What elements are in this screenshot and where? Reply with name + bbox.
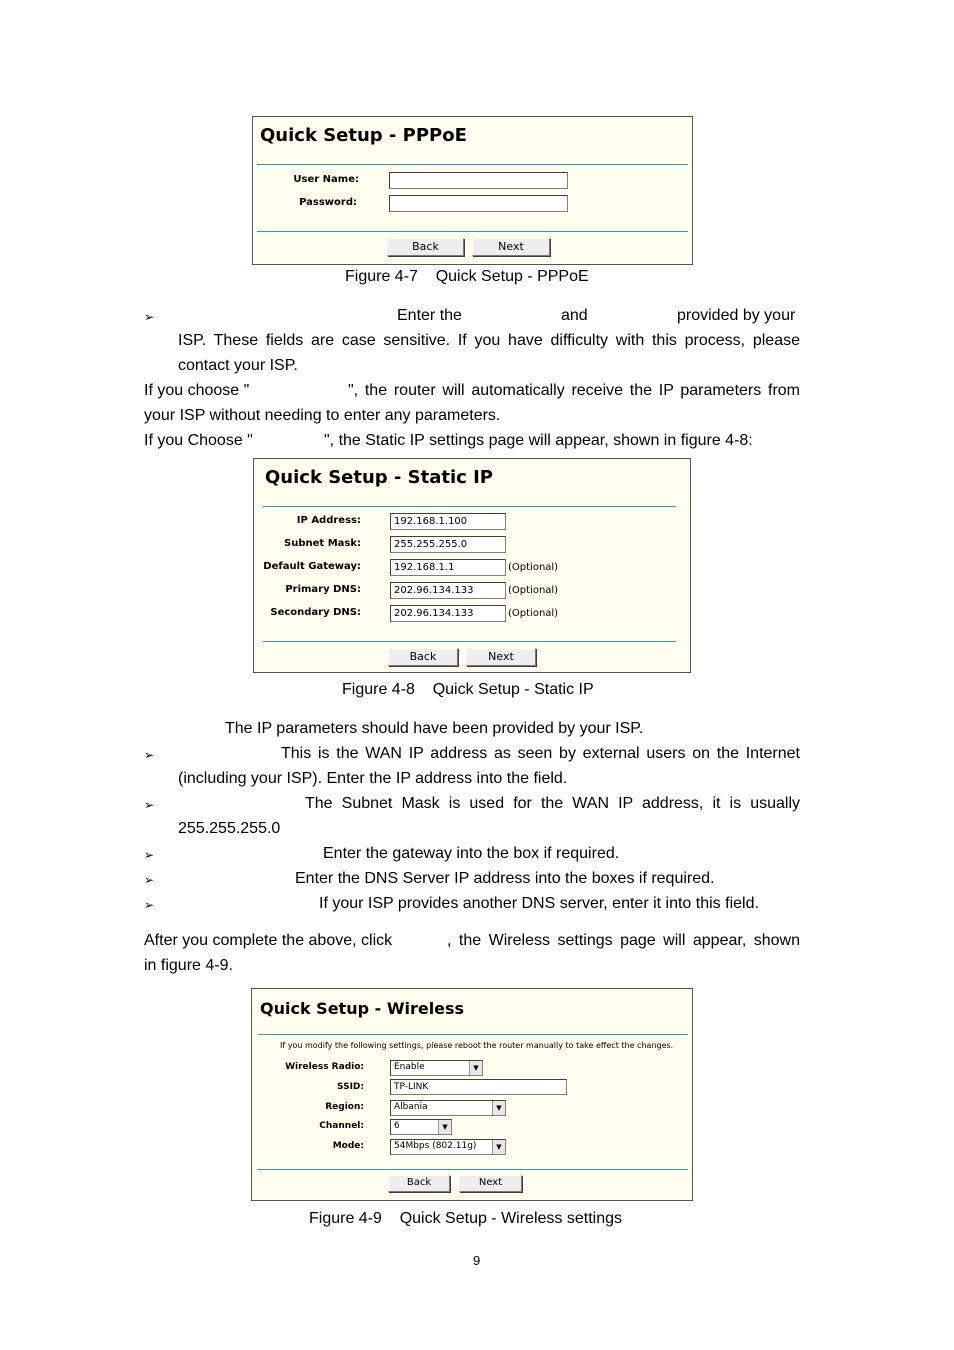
ssid-input[interactable]: TP-LINK bbox=[390, 1079, 567, 1095]
text: 255.255.255.0 bbox=[178, 820, 281, 837]
secondary-dns-input[interactable]: 202.96.134.133 bbox=[390, 605, 506, 622]
divider bbox=[257, 231, 688, 232]
bullet-icon: ➢ bbox=[144, 873, 155, 887]
bullet-icon: ➢ bbox=[144, 848, 155, 862]
back-button[interactable]: Back bbox=[387, 238, 464, 256]
chevron-down-icon: ▼ bbox=[469, 1061, 482, 1075]
text: If your ISP provides another DNS server, enter it into this field. bbox=[319, 895, 759, 912]
figure-caption: Figure 4-9 Quick Setup - Wireless settings bbox=[309, 1210, 622, 1227]
bullet-icon: ➢ bbox=[144, 798, 155, 812]
ip-address-label: IP Address: bbox=[296, 515, 361, 526]
select-value: 6 bbox=[394, 1121, 400, 1131]
pppoe-setup-panel bbox=[252, 116, 693, 265]
ip-address-input[interactable]: 192.168.1.100 bbox=[390, 513, 506, 530]
select-value: Albania bbox=[394, 1102, 428, 1112]
subnet-mask-label: Subnet Mask: bbox=[284, 538, 361, 549]
divider bbox=[258, 1169, 688, 1170]
next-button[interactable]: Next bbox=[466, 648, 536, 666]
text: The IP parameters should have been provided by your ISP. bbox=[225, 720, 644, 737]
text: ISP. These fields are case sensitive. If you have difficulty with this process, please bbox=[178, 332, 800, 349]
text: , the Wireless settings page will appear, shown bbox=[447, 932, 800, 949]
text: ", the Static IP settings page will appear, shown in figure 4-8: bbox=[324, 432, 753, 449]
username-label: User Name: bbox=[293, 174, 359, 185]
text: After you complete the above, click bbox=[144, 932, 393, 949]
default-gateway-input[interactable]: 192.168.1.1 bbox=[390, 559, 506, 576]
reboot-note: If you modify the following settings, please reboot the router manually to take effect the changes. bbox=[280, 1041, 674, 1050]
bullet-icon: ➢ bbox=[144, 310, 155, 324]
wireless-radio-select[interactable] bbox=[390, 1060, 483, 1076]
text: Enter the DNS Server IP address into the boxes if required. bbox=[295, 870, 715, 887]
panel-title: Quick Setup - Wireless bbox=[260, 999, 465, 1018]
wireless-radio-label: Wireless Radio: bbox=[285, 1062, 364, 1072]
chevron-down-icon: ▼ bbox=[438, 1120, 451, 1134]
text: (including your ISP). Enter the IP address into the field. bbox=[178, 770, 568, 787]
ssid-label: SSID: bbox=[337, 1082, 364, 1092]
select-value: 54Mbps (802.11g) bbox=[394, 1141, 477, 1151]
username-input[interactable] bbox=[389, 172, 568, 189]
region-label: Region: bbox=[325, 1102, 364, 1112]
text: ", the router will automatically receive the IP parameters from bbox=[348, 382, 800, 399]
subnet-mask-input[interactable]: 255.255.255.0 bbox=[390, 536, 506, 553]
text: This is the WAN IP address as seen by external users on the Internet bbox=[281, 745, 800, 762]
text: Enter the bbox=[397, 307, 462, 324]
primary-dns-label: Primary DNS: bbox=[285, 584, 361, 595]
figure-caption: Figure 4-7 Quick Setup - PPPoE bbox=[345, 268, 589, 285]
page-number: 9 bbox=[473, 1253, 481, 1268]
default-gateway-label: Default Gateway: bbox=[263, 561, 361, 572]
region-select[interactable] bbox=[390, 1100, 506, 1116]
select-value: Enable bbox=[394, 1062, 425, 1072]
text: and bbox=[561, 307, 588, 324]
panel-title: Quick Setup - Static IP bbox=[265, 467, 493, 488]
mode-select[interactable] bbox=[390, 1139, 506, 1155]
wireless-setup-panel bbox=[251, 988, 693, 1201]
back-button[interactable]: Back bbox=[388, 1175, 450, 1192]
next-button[interactable]: Next bbox=[472, 238, 550, 256]
panel-title: Quick Setup - PPPoE bbox=[260, 125, 467, 146]
divider bbox=[263, 641, 676, 642]
mode-label: Mode: bbox=[332, 1141, 364, 1151]
primary-dns-input[interactable]: 202.96.134.133 bbox=[390, 582, 506, 599]
next-button[interactable]: Next bbox=[459, 1175, 522, 1192]
figure-caption: Figure 4-8 Quick Setup - Static IP bbox=[342, 681, 594, 698]
text: your ISP without needing to enter any parameters. bbox=[144, 407, 501, 424]
chevron-down-icon: ▼ bbox=[492, 1101, 505, 1115]
bullet-icon: ➢ bbox=[144, 898, 155, 912]
text: contact your ISP. bbox=[178, 357, 298, 374]
password-input[interactable] bbox=[389, 195, 568, 212]
text: If you choose " bbox=[144, 382, 250, 399]
secondary-dns-label: Secondary DNS: bbox=[270, 607, 361, 618]
static-ip-setup-panel bbox=[253, 458, 691, 673]
chevron-down-icon: ▼ bbox=[492, 1140, 505, 1154]
channel-select[interactable] bbox=[390, 1119, 452, 1135]
bullet-icon: ➢ bbox=[144, 748, 155, 762]
divider bbox=[258, 1034, 688, 1035]
text: provided by your bbox=[677, 307, 796, 324]
divider bbox=[263, 506, 676, 507]
optional-hint: (Optional) bbox=[508, 585, 559, 596]
back-button[interactable]: Back bbox=[388, 648, 458, 666]
text: The Subnet Mask is used for the WAN IP address, it is usually bbox=[305, 795, 800, 812]
optional-hint: (Optional) bbox=[508, 562, 559, 573]
channel-label: Channel: bbox=[319, 1121, 364, 1131]
text: in figure 4-9. bbox=[144, 957, 233, 974]
divider bbox=[257, 164, 688, 165]
optional-hint: (Optional) bbox=[508, 608, 559, 619]
text: Enter the gateway into the box if required. bbox=[323, 845, 620, 862]
text: If you Choose " bbox=[144, 432, 253, 449]
password-label: Password: bbox=[299, 197, 357, 208]
